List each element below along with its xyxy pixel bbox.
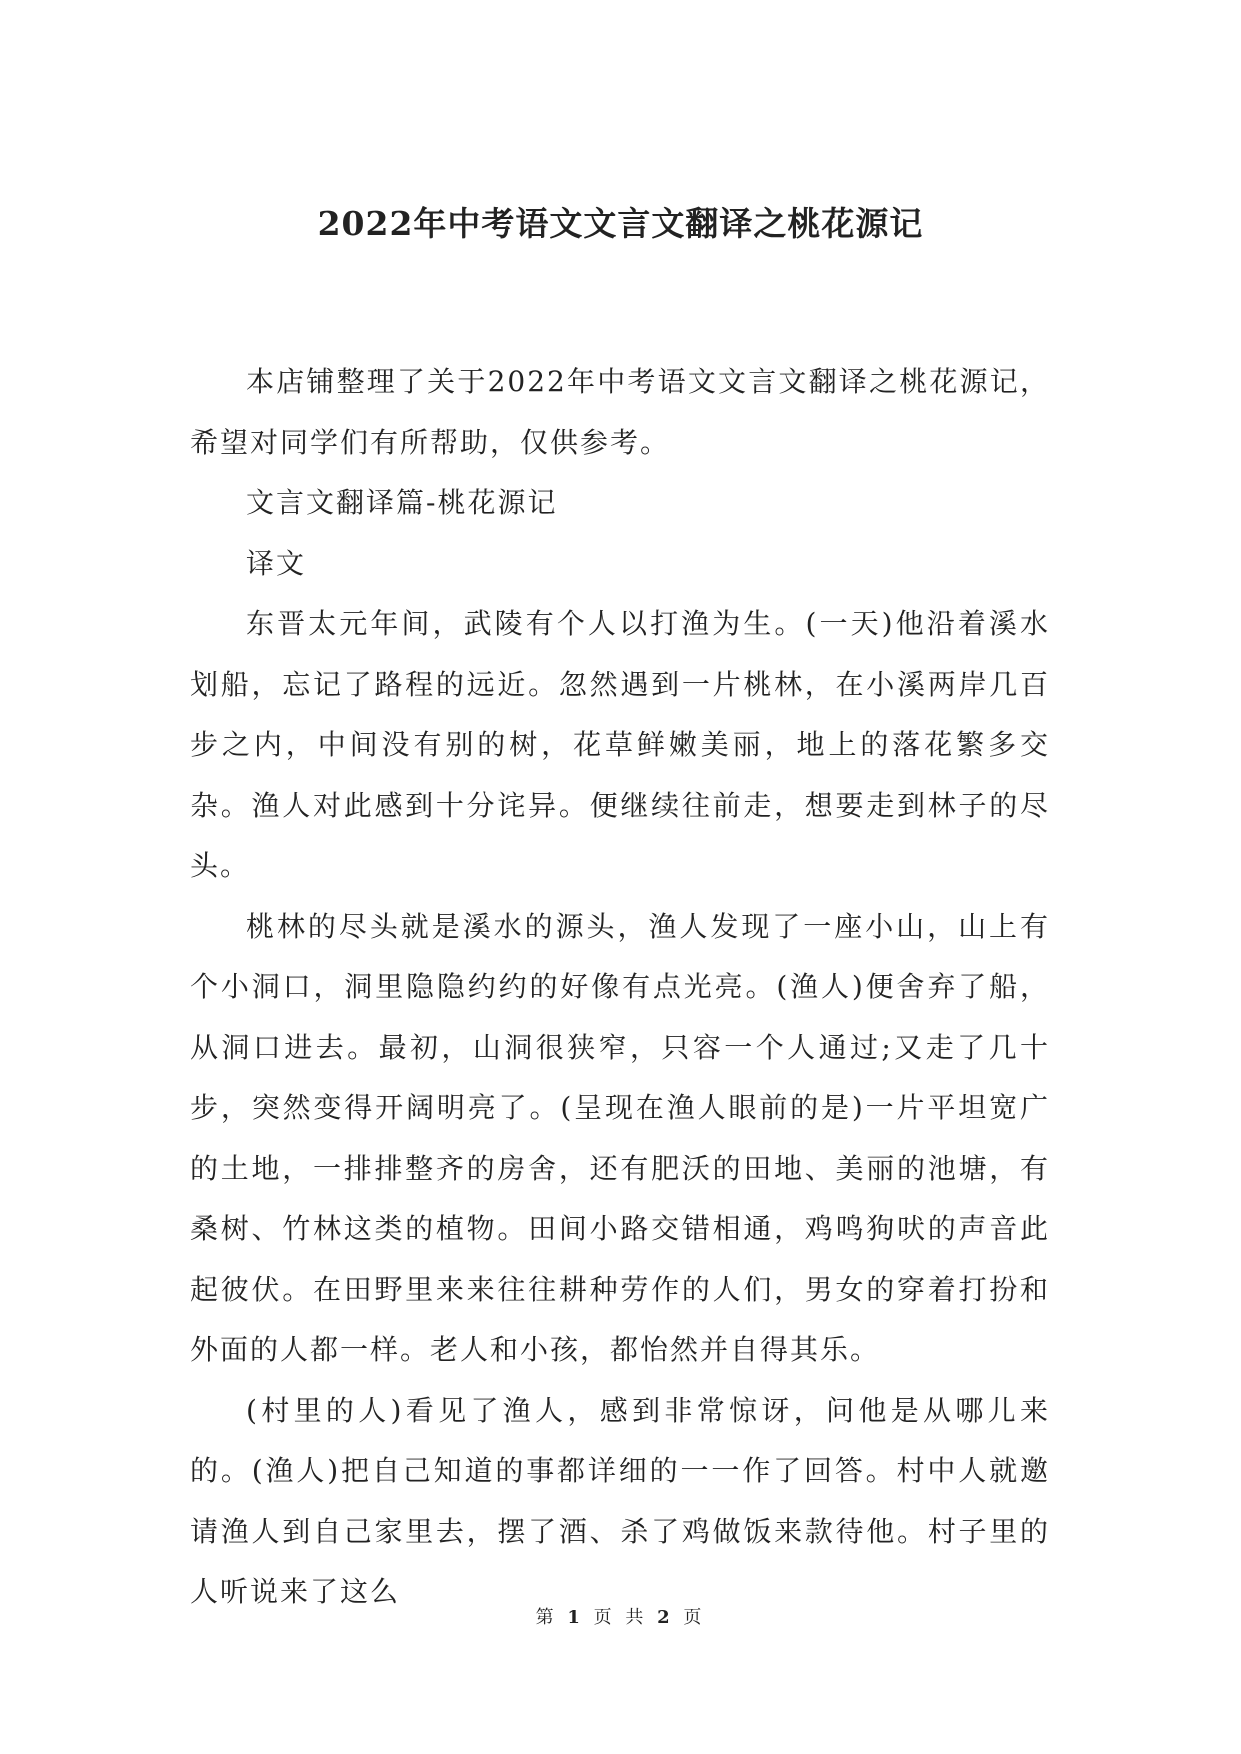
document-body: [190, 352, 1050, 1623]
footer-total-pages: 2: [657, 1607, 674, 1628]
footer-middle: 页 共: [593, 1607, 648, 1628]
paragraph-translation-3: (村里的人)看见了渔人，感到非常惊讶，问他是从哪儿来的。(渔人)把自己知道的事都详细的一一作了回答。村中人就邀请渔人到自己家里去，摆了酒、杀了鸡做饭来款待他。村子里的人听说来了这么: [190, 1393, 1050, 1608]
footer-suffix: 页: [683, 1607, 706, 1628]
page-title: 2022年中考语文文言文翻译之桃花源记: [317, 204, 924, 243]
paragraph-intro: 本店铺整理了关于2022年中考语文文言文翻译之桃花源记，希望对同学们有所帮助，仅供参考。: [190, 365, 1050, 459]
paragraph-translation-label: 译文: [246, 546, 307, 580]
page-footer: [0, 1603, 1241, 1629]
footer-current-page: 1: [567, 1607, 584, 1628]
paragraph-section-heading: 文言文翻译篇-桃花源记: [246, 486, 558, 519]
paragraph-translation-1: 东晋太元年间，武陵有个人以打渔为生。(一天)他沿着溪水划船，忘记了路程的远近。忽然遇到一片桃林，在小溪两岸几百步之内，中间没有别的树，花草鲜嫩美丽，地上的落花繁多交杂。渔人对此感到十分诧异。便继续往前走，想要走到林子的尽头。: [190, 607, 1050, 882]
paragraph-translation-2: 桃林的尽头就是溪水的源头，渔人发现了一座小山，山上有个小洞口，洞里隐隐约约的好像有点光亮。(渔人)便舍弃了船，从洞口进去。最初，山洞很狭窄，只容一个人通过;又走了几十步，突然变得开阔明亮了。(呈现在渔人眼前的是)一片平坦宽广的土地，一排排整齐的房舍，还有肥沃的田地、美丽的池塘，有桑树、竹林这类的植物。田间小路交错相通，鸡鸣狗吠的声音此起彼伏。在田野里来来往往耕种劳作的人们，男女的穿着打扮和外面的人都一样。老人和小孩，都怡然并自得其乐。: [190, 909, 1050, 1366]
footer-prefix: 第: [535, 1607, 558, 1628]
